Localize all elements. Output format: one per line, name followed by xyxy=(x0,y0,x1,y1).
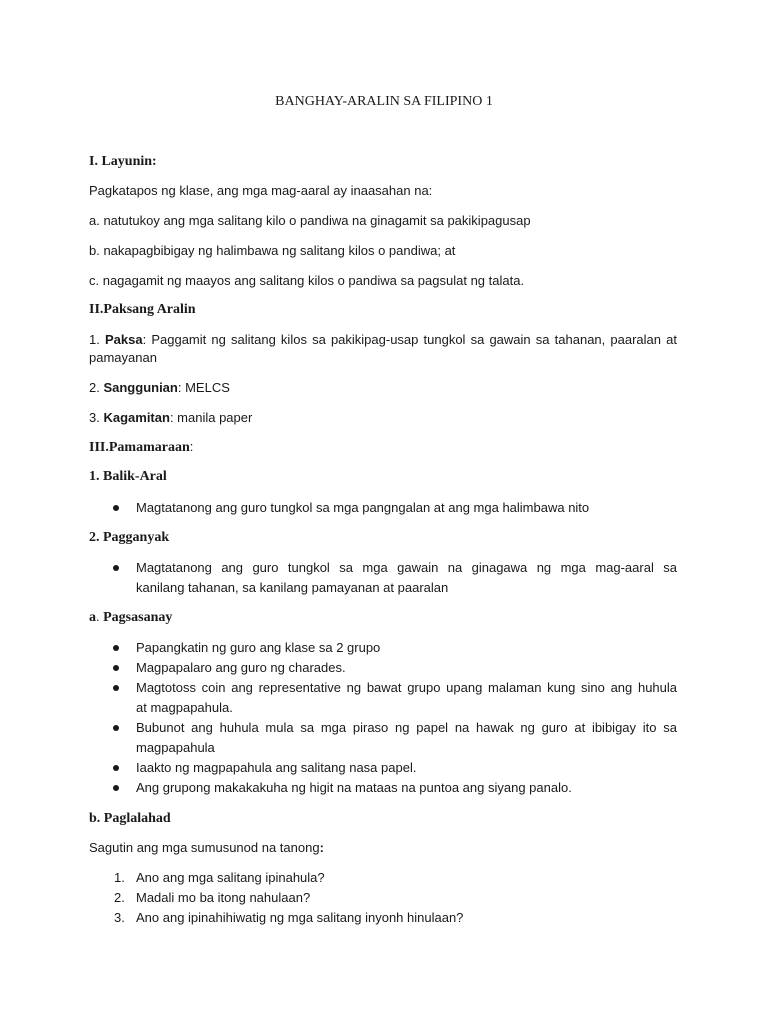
pagsasanay-heading: a. Pagsasanay xyxy=(89,609,173,625)
pagganyak-item-line-1: Magtatanong ang guro tungkol sa mga gawain na ginagawa ng mga mag-aaral sa xyxy=(136,560,677,575)
paglalahad-intro: Sagutin ang mga sumusunod na tanong: xyxy=(89,840,324,855)
layunin-item-c: c. nagagamit ng maayos ang salitang kilos o pandiwa sa pagsulat ng talata. xyxy=(89,273,525,288)
document-title: BANGHAY-ARALIN SA FILIPINO 1 xyxy=(275,94,493,109)
question-number: 2. xyxy=(114,890,125,905)
question-item: Ano ang ipinahihiwatig ng mga salitang inyonh hinulaan? xyxy=(136,910,464,925)
bullet xyxy=(113,645,119,651)
bullet xyxy=(113,665,119,671)
bullet xyxy=(113,685,119,691)
sanggunian-label: Sanggunian xyxy=(103,380,178,395)
pagsasanay-item-2: Magpapalaro ang guro ng charades. xyxy=(136,660,346,675)
pagsasanay-item-4-line-2: magpapahula xyxy=(136,740,215,755)
question-number: 3. xyxy=(114,910,125,925)
layunin-item-b: b. nakapagbibigay ng halimbawa ng salitang kilos o pandiwa; at xyxy=(89,243,456,258)
bullet xyxy=(113,725,119,731)
pagsasanay-item-4-line-1: Bubunot ang huhula mula sa mga piraso ng papel na hawak ng guro at ibibigay ito sa xyxy=(136,720,677,735)
pagsasanay-item-5: Iaakto ng magpapahula ang salitang nasa papel. xyxy=(136,760,417,775)
sanggunian-line: 2. Sanggunian: MELCS xyxy=(89,380,230,395)
question-number: 1. xyxy=(114,870,125,885)
balik-aral-item: Magtatanong ang guro tungkol sa mga pangngalan at ang mga halimbawa nito xyxy=(136,500,590,515)
bullet xyxy=(113,565,119,571)
pagganyak-heading: 2. Pagganyak xyxy=(89,530,170,545)
bullet xyxy=(113,765,119,771)
paksa-line-2: pamayanan xyxy=(89,350,157,365)
kagamitan-line: 3. Kagamitan: manila paper xyxy=(89,410,253,425)
kagamitan-label: Kagamitan xyxy=(103,410,170,425)
pagsasanay-item-6: Ang grupong makakakuha ng higit na mataas na puntoa ang siyang panalo. xyxy=(136,780,572,795)
layunin-intro: Pagkatapos ng klase, ang mga mag-aaral ay inaasahan na: xyxy=(89,183,433,198)
pagsasanay-item-3-line-2: at magpapahula. xyxy=(136,700,233,715)
paksa-line-1: 1. Paksa: Paggamit ng salitang kilos sa pakikipag-usap tungkol sa gawain sa tahanan, paaralan at xyxy=(89,332,677,347)
pagsasanay-item-3-line-1: Magtotoss coin ang representative ng bawat grupo upang malaman kung sino ang huhula xyxy=(136,680,677,695)
pamamaraan-heading: III.Pamamaraan: xyxy=(89,439,194,455)
question-item: Ano ang mga salitang ipinahula? xyxy=(136,870,325,885)
question-item: Madali mo ba itong nahulaan? xyxy=(136,890,311,905)
paksang-aralin-heading: II.Paksang Aralin xyxy=(89,302,196,317)
layunin-item-a: a. natutukoy ang mga salitang kilo o pandiwa na ginagamit sa pakikipagusap xyxy=(89,213,531,228)
bullet xyxy=(113,785,119,791)
layunin-heading: I. Layunin: xyxy=(89,154,157,169)
balik-aral-heading: 1. Balik-Aral xyxy=(89,469,167,484)
pagganyak-item-line-2: kanilang tahanan, sa kanilang pamayanan at paaralan xyxy=(136,580,449,595)
paksa-label: Paksa xyxy=(104,332,143,347)
paglalahad-heading: b. Paglalahad xyxy=(89,811,171,826)
bullet xyxy=(113,505,119,511)
pagsasanay-item-1: Papangkatin ng guro ang klase sa 2 grupo xyxy=(136,640,381,655)
